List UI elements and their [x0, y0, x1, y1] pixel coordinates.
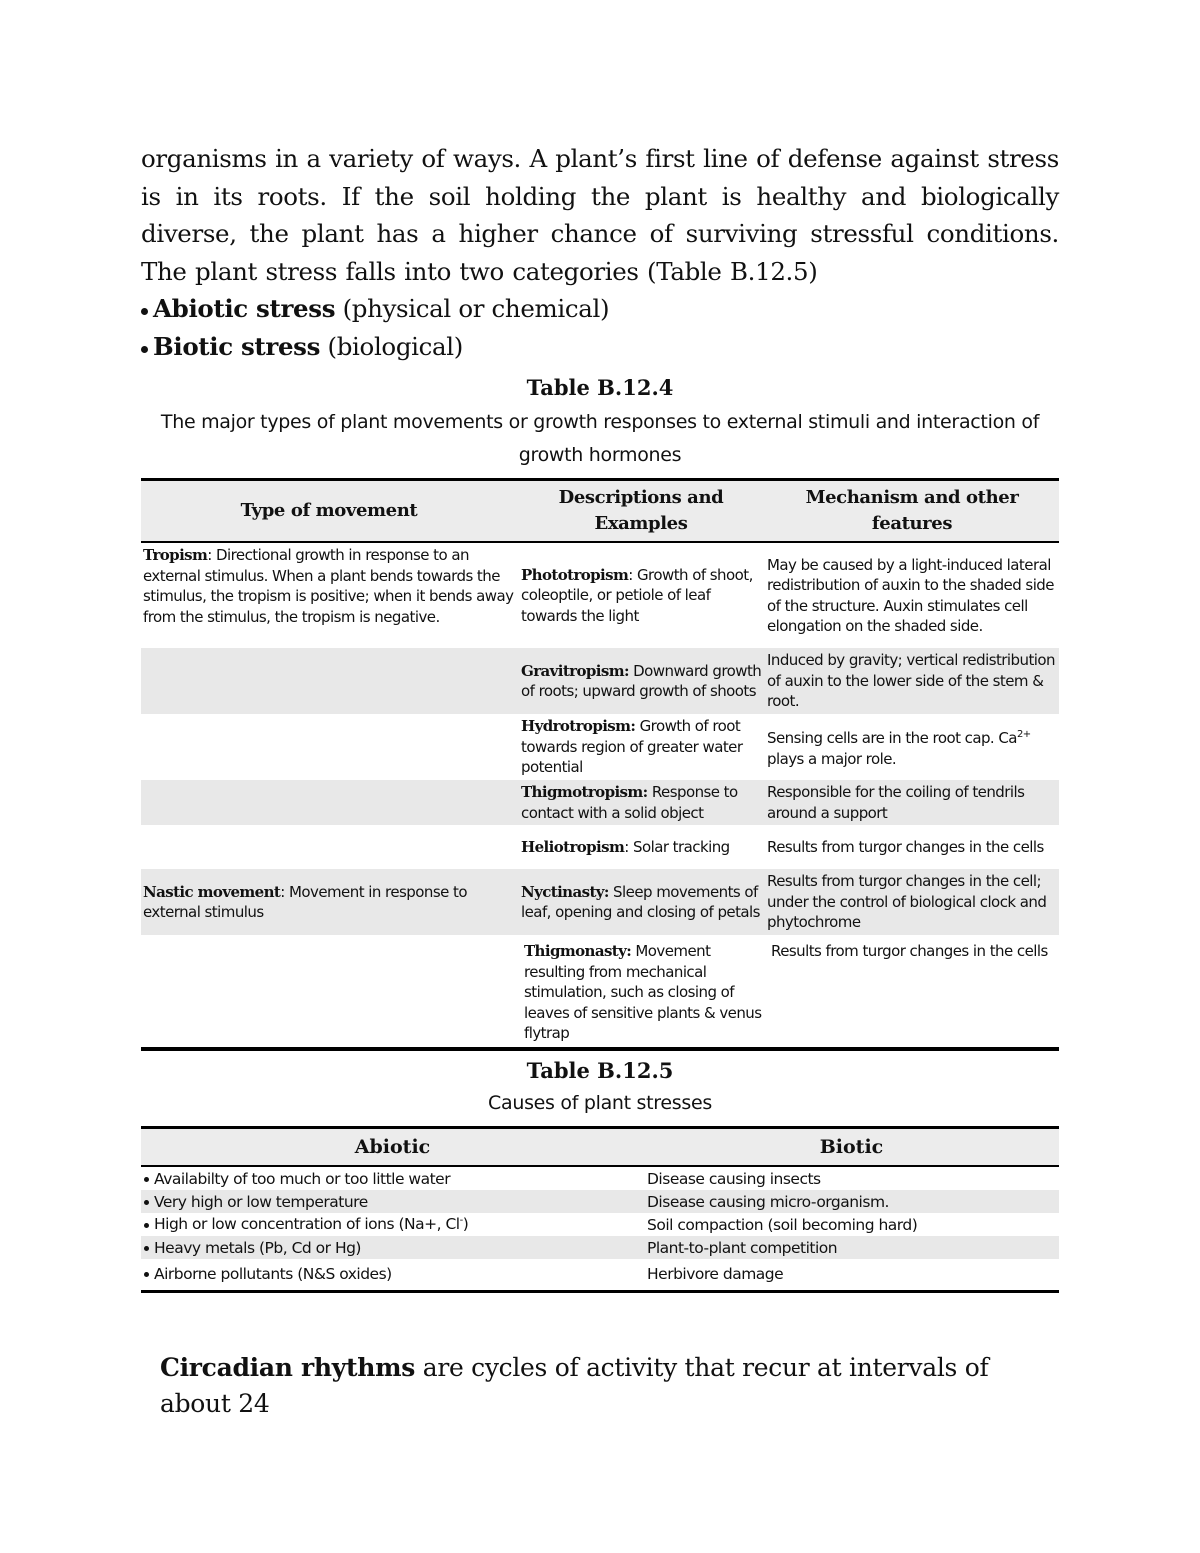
abiotic-cell: Airborne pollutants (N&S oxides)	[141, 1259, 644, 1291]
table-header-row	[141, 480, 1059, 543]
column-header: Biotic	[644, 1128, 1059, 1167]
bullet-icon	[144, 1246, 149, 1251]
category-term: Biotic stress	[153, 332, 321, 361]
abiotic-cell: Very high or low temperature	[141, 1190, 644, 1213]
category-term: Abiotic stress	[153, 294, 336, 323]
document-page	[141, 140, 1059, 1293]
table-row	[141, 714, 1059, 780]
intro-paragraph: organisms in a variety of ways. A plant’s first line of defense against stress is in its roots. If the soil holding the plant is healthy and biologically diverse, the plant has a higher chance of surviving stressful conditions. The plant stress falls into two categories (Table B.12.5)	[141, 144, 1059, 286]
table-row	[141, 1236, 1059, 1259]
column-header: Descriptions and Examples	[517, 480, 765, 543]
table-row	[141, 780, 1059, 825]
table-header-row	[141, 1128, 1059, 1167]
table-row	[141, 648, 1059, 714]
description-cell: Hydrotropism: Growth of root towards region of greater water potential	[521, 717, 743, 777]
column-header: Abiotic	[141, 1128, 644, 1167]
mechanism-cell: Results from turgor changes in the cell; under the control of biological clock and phytochrome	[765, 869, 1059, 935]
bullet-icon	[144, 1272, 149, 1277]
list-item	[141, 328, 1059, 366]
bullet-icon	[141, 308, 148, 315]
table-row	[141, 1166, 1059, 1190]
list-item	[141, 290, 1059, 328]
table4-caption: Table B.12.4	[526, 375, 674, 400]
type-cell: Nastic movement: Movement in response to external stimulus	[141, 869, 517, 935]
type-cell	[141, 780, 517, 825]
table-row	[141, 542, 1059, 648]
type-cell	[141, 648, 517, 714]
table5-subtitle: Causes of plant stresses	[488, 1092, 712, 1114]
abiotic-cell: High or low concentration of ions (Na+, Cl-)	[141, 1213, 644, 1236]
description-cell: Heliotropism: Solar tracking	[521, 837, 730, 856]
table-row	[141, 1190, 1059, 1213]
biotic-cell: Soil compaction (soil becoming hard)	[647, 1215, 918, 1234]
mechanism-cell: Results from turgor changes in the cells	[771, 942, 1048, 960]
stress-category-list	[141, 290, 1059, 366]
mechanism-cell: Responsible for the coiling of tendrils around a support	[765, 780, 1059, 825]
circadian-text: are cycles of activity that recur at intervals of about 24	[160, 1353, 989, 1418]
plant-stresses-table	[141, 1126, 1059, 1293]
bullet-icon	[144, 1223, 149, 1228]
circadian-term: Circadian rhythms	[160, 1353, 416, 1382]
column-header: Type of movement	[141, 480, 517, 543]
table-row	[141, 825, 1059, 869]
table4-subtitle: The major types of plant movements or growth responses to external stimuli and interaction of growth hormones	[160, 411, 1040, 466]
circadian-paragraph	[160, 1350, 1060, 1422]
description-cell: Thigmotropism: Response to contact with a solid object	[517, 780, 765, 825]
type-cell	[141, 714, 517, 780]
abiotic-cell: Heavy metals (Pb, Cd or Hg)	[141, 1236, 644, 1259]
abiotic-cell: Availabilty of too much or too little water	[141, 1166, 644, 1190]
table-row	[141, 869, 1059, 935]
bullet-icon	[144, 1200, 149, 1205]
table-row	[141, 935, 1059, 1049]
biotic-cell: Herbivore damage	[647, 1265, 784, 1284]
description-cell: Phototropism: Growth of shoot, coleoptile, or petiole of leaf towards the light	[521, 565, 753, 625]
category-desc: (physical or chemical)	[335, 294, 610, 323]
type-cell	[141, 825, 517, 869]
mechanism-cell: Sensing cells are in the root cap. $Ca^{2+}$ plays a major role.	[767, 729, 1031, 768]
column-header: Mechanism and other features	[765, 480, 1059, 543]
description-cell: Nyctinasty: Sleep movements of leaf, opening and closing of petals	[517, 869, 765, 935]
description-cell: Gravitropism: Downward growth of roots; upward growth of shoots	[517, 648, 765, 714]
table-row	[141, 1259, 1059, 1291]
type-cell	[141, 935, 517, 1049]
mechanism-cell: May be caused by a light-induced lateral redistribution of auxin to the shaded side of the structure. Auxin stimulates cell elongation on the shaded side.	[767, 555, 1054, 635]
table-row	[141, 1213, 1059, 1236]
category-desc: (biological)	[320, 332, 463, 361]
mechanism-cell: Results from turgor changes in the cells	[767, 837, 1044, 856]
biotic-cell: Disease causing micro-organism.	[644, 1190, 1059, 1213]
description-cell: Thigmonasty: Movement resulting from mechanical stimulation, such as closing of leaves of sensitive plants & venus flytrap	[524, 942, 762, 1042]
bullet-icon	[141, 346, 148, 353]
plant-movements-table	[141, 478, 1059, 1051]
biotic-cell: Disease causing insects	[647, 1169, 821, 1188]
table5-caption: Table B.12.5	[526, 1058, 674, 1083]
mechanism-cell: Induced by gravity; vertical redistribution of auxin to the lower side of the stem & root.	[765, 648, 1059, 714]
type-cell: Tropism: Directional growth in response to an external stimulus. When a plant bends towards the stimulus, the tropism is positive; when it bends away from the stimulus, the tropism is negative.	[143, 546, 514, 626]
biotic-cell: Plant-to-plant competition	[644, 1236, 1059, 1259]
bullet-icon	[144, 1177, 149, 1182]
